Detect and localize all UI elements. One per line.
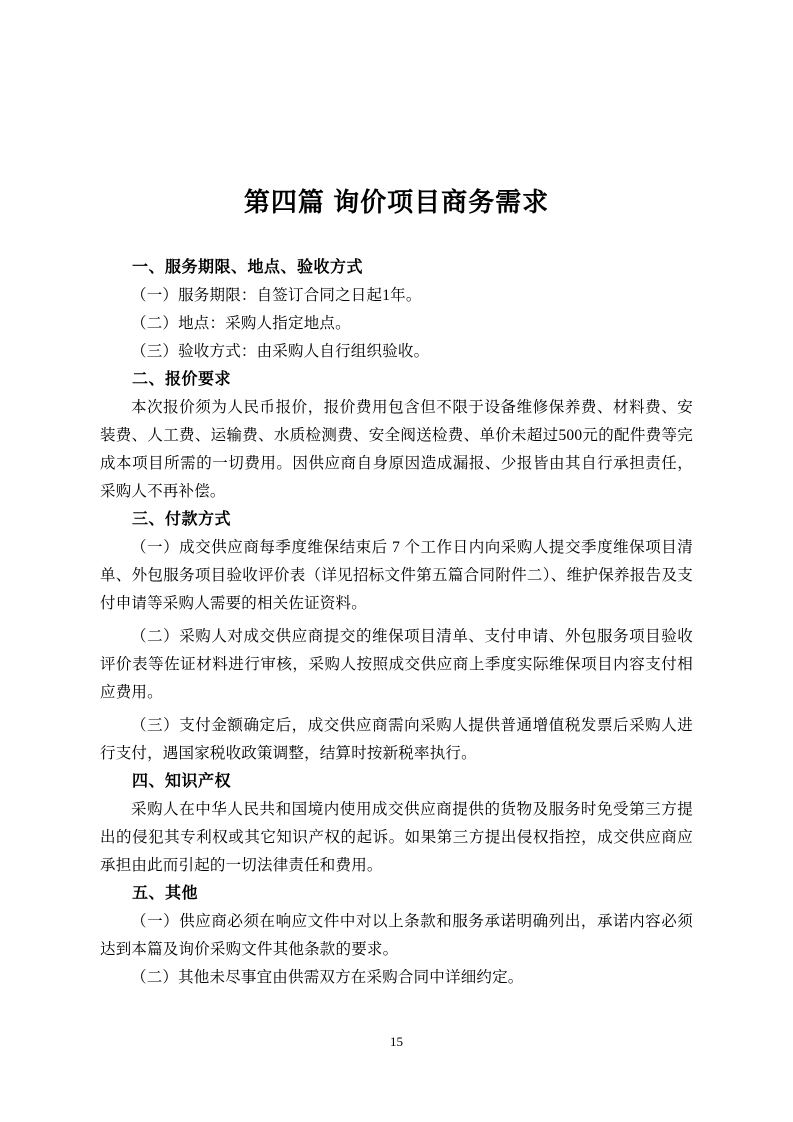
page-number: 15 [390,1034,403,1049]
paragraph: （二）其他未尽事宜由供需双方在采购合同中详细约定。 [131,969,524,986]
paragraph: （二）地点：采购人指定地点。 [131,315,351,332]
section-intellectual-property [100,768,693,880]
section-heading-3: 三、付款方式 [132,511,232,528]
section-payment-method [100,506,693,768]
paragraph: 采购人在中华人民共和国境内使用成交供应商提供的货物及服务时免受第三方提出的侵犯其专利权或其它知识产权的起诉。如果第三方提出侵权指控，成交供应商应承担由此而引起的一切法律责任和费用。 [100,801,693,874]
section-quotation-requirements [100,366,693,506]
paragraph: （一）供应商必须在响应文件中对以上条款和服务承诺明确列出，承诺内容必须达到本篇及询价采购文件其他条款的要求。 [100,913,693,958]
paragraph: （一）服务期限：自签订合同之日起1年。 [131,287,422,304]
paragraph: （三）支付金额确定后，成交供应商需向采购人提供普通增值税发票后采购人进行支付，遇国家税收政策调整，结算时按新税率执行。 [100,717,693,762]
paragraph: （二）采购人对成交供应商提交的维保项目清单、支付申请、外包服务项目验收评价表等佐证材料进行审核，采购人按照成交供应商上季度实际维保项目内容支付相应费用。 [100,628,693,701]
page-title: 第四篇 询价项目商务需求 [243,187,550,217]
section-heading-5: 五、其他 [132,885,199,902]
section-heading-4: 四、知识产权 [132,773,232,790]
section-service-terms [100,254,693,366]
section-heading-1: 一、服务期限、地点、验收方式 [132,259,364,276]
paragraph: （一）成交供应商每季度维保结束后 7 个工作日内向采购人提交季度维保项目清单、外包服务项目验收评价表（详见招标文件第五篇合同附件二）、维护保养报告及支付申请等采购人需要的相关佐证资料。 [100,539,693,612]
section-heading-2: 二、报价要求 [132,371,232,388]
paragraph: （三）验收方式：由采购人自行组织验收。 [131,343,430,360]
section-others [100,880,693,992]
paragraph: 本次报价须为人民币报价，报价费用包含但不限于设备维修保养费、材料费、安装费、人工费、运输费、水质检测费、安全阀送检费、单价未超过500元的配件费等完成本项目所需的一切费用。因供应商自身原因造成漏报、少报皆由其自行承担责任，采购人不再补偿。 [100,399,693,500]
